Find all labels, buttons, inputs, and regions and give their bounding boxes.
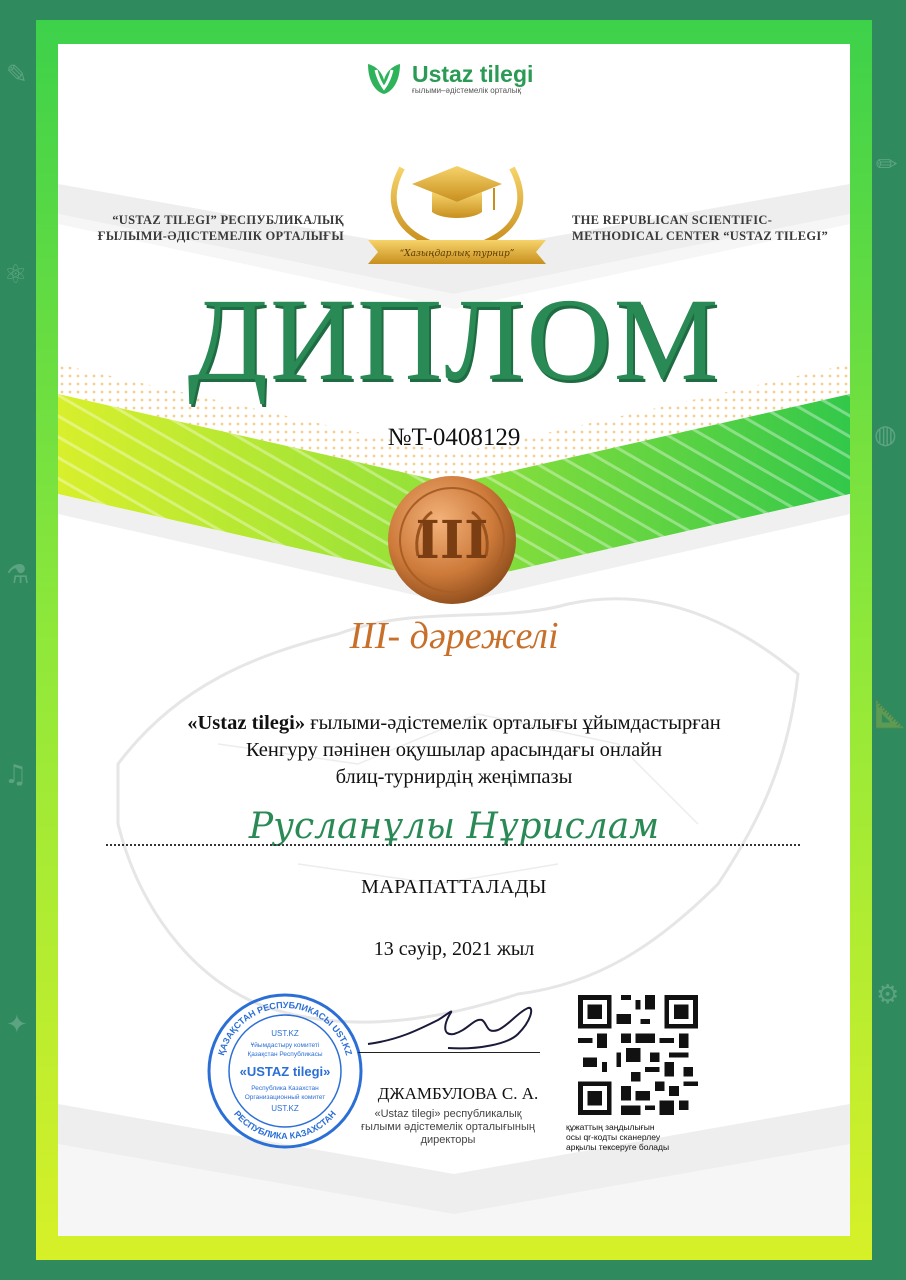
awarded-text: МАРАПАТТАЛАДЫ xyxy=(361,876,547,898)
organization-name-english xyxy=(572,212,842,244)
verification-qr-code[interactable] xyxy=(578,994,698,1116)
director-name: ДЖАМБУЛОВА С. А. xyxy=(377,1084,539,1103)
stamp-inner-line3: Қазақстан Республикасы xyxy=(247,1051,323,1058)
logo-subtitle: ғылыми–әдістемелік орталық xyxy=(412,85,521,95)
gear-doodle-icon: ⚙ xyxy=(876,980,900,1010)
org-left-line2: ҒЫЛЫМИ-ӘДІСТЕМЕЛІК ОРТАЛЫҒЫ xyxy=(97,229,344,243)
degree-label: III- дәрежелі xyxy=(349,615,559,657)
globe-doodle-icon: ◍ xyxy=(874,420,897,450)
director-title-line2: ғылыми әдістемелік орталығының xyxy=(361,1121,535,1133)
flask-doodle-icon: ⚗ xyxy=(6,560,30,590)
stamp-outer-top-text: ҚАЗАҚСТАН РЕСПУБЛИКАСЫ UST.KZ xyxy=(216,999,354,1057)
stamp-inner-line6: UST.KZ xyxy=(271,1104,299,1113)
pencil-doodle-icon: ✏ xyxy=(876,150,898,180)
ustaz-tilegi-logo xyxy=(364,58,533,98)
description-line1 xyxy=(118,710,790,737)
description-line1-rest: ғылыми-әдістемелік орталығы ұйымдастырған xyxy=(305,712,721,734)
stamp-inner-line4: Республика Казахстан xyxy=(251,1085,319,1092)
bronze-medal xyxy=(384,472,520,608)
diploma-paper xyxy=(58,44,850,1236)
star-doodle-icon: ✦ xyxy=(6,1010,28,1040)
qr-caption xyxy=(566,1122,712,1152)
atom-doodle-icon: ⚛ xyxy=(4,260,28,290)
graduation-cap-icon xyxy=(412,166,502,218)
director-title-line3: директоры xyxy=(420,1134,476,1146)
book-doodle-icon: ✎ xyxy=(6,60,28,90)
stamp-outer-bottom-text: РЕСПУБЛИКА КАЗАХСТАН xyxy=(232,1108,338,1142)
description-org: «Ustaz tilegi» xyxy=(187,712,306,734)
org-left-line1: “USTAZ TILEGI” РЕСПУБЛИКАЛЫҚ xyxy=(112,213,344,227)
qr-caption-line2: осы qr-кодты сканерлеу xyxy=(566,1132,661,1142)
music-doodle-icon: ♫ xyxy=(4,760,28,790)
tournament-emblem xyxy=(362,148,552,278)
qr-caption-line1: құжаттың заңдылығын xyxy=(566,1122,655,1132)
director-title-line1: «Ustaz tilegi» республикалық xyxy=(374,1108,522,1120)
recipient-dotted-line xyxy=(106,844,800,846)
logo-name: Ustaz tilegi xyxy=(412,60,534,87)
recipient-name: Русланұлы Нұрислам xyxy=(248,806,660,847)
diploma-title: ДИПЛОМ xyxy=(187,274,721,405)
signature-line xyxy=(358,1052,540,1053)
stamp-inner-line5: Организационный комитет xyxy=(244,1094,326,1101)
stamp-inner-line2: Ұйымдастыру комитеті xyxy=(250,1042,320,1049)
award-description xyxy=(118,710,790,791)
award-date: 13 сәуір, 2021 жыл xyxy=(373,938,535,960)
director-title xyxy=(318,1108,578,1147)
qr-caption-line3: арқылы тексеруге болады xyxy=(566,1142,670,1152)
stamp-inner-line1: UST.KZ xyxy=(271,1029,299,1038)
organization-name-kazakh xyxy=(94,212,344,244)
stamp-center-text: «USTAZ tilegi» xyxy=(239,1064,331,1079)
medal-numeral: III xyxy=(415,510,489,571)
leaf-logo-icon xyxy=(364,58,404,98)
org-right-line2: METHODICAL CENTER “USTAZ TILEGI” xyxy=(572,229,829,243)
diploma-number: №T-0408129 xyxy=(387,424,521,451)
director-signature xyxy=(358,1000,548,1060)
ruler-doodle-icon: 📐 xyxy=(874,700,906,730)
org-right-line1: THE REPUBLICAN SCIENTIFIC- xyxy=(572,213,773,227)
description-line3: блиц-турнирдің жеңімпазы xyxy=(335,766,573,788)
emblem-ribbon-text: “Хазыңдарлық турнир” xyxy=(399,249,515,259)
description-line2: Кенгуру пәнінен оқушылар арасындағы онлайн xyxy=(245,739,663,761)
